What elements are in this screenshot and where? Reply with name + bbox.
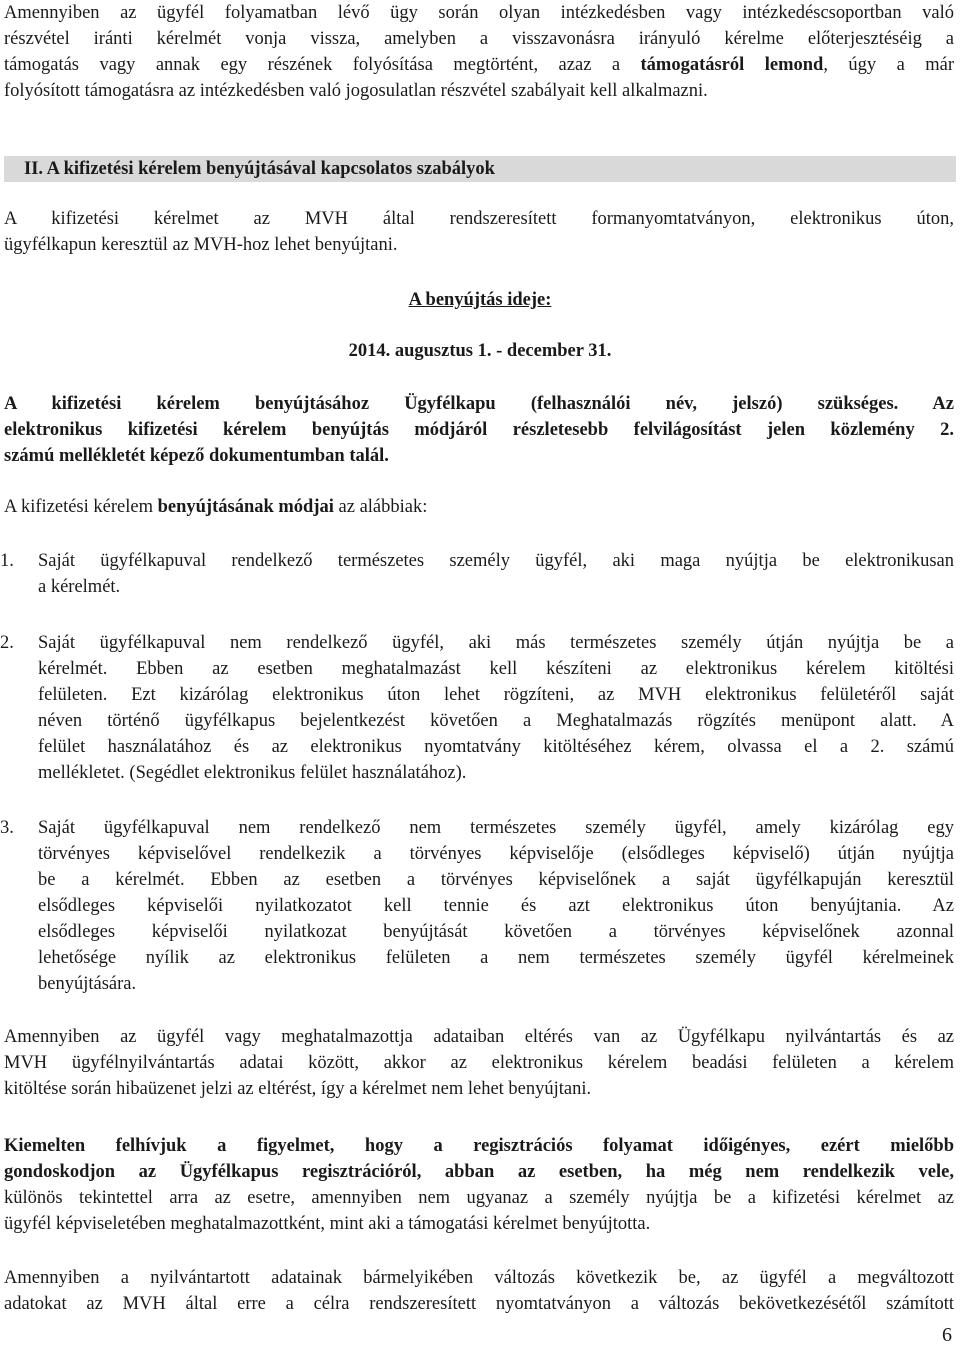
text-line: néven történő ügyfélkapus bejelentkezést követően a Meghatalmazás rögzítés menüpont alatt. A <box>38 711 954 731</box>
text-run: támogatás vagy annak egy részének folyósítása megtörtént, azaz a <box>4 55 641 75</box>
change-paragraph <box>4 1265 954 1317</box>
text-line: be a kérelmét. Ebben az esetben a törvényes képviselőnek a saját ügyfélkapuján keresztül <box>38 870 954 890</box>
list-number: 2. <box>0 633 14 653</box>
text-line: elektronikus kifizetési kérelem benyújtás módjáról részletesebb felvilágosítást jelen közlemény 2. <box>4 420 954 440</box>
submission-time-heading <box>0 287 960 313</box>
text-line: törvényes képviselővel rendelkezik a törvényes képviselője (elsődleges képviselő) útján nyújtja <box>38 844 954 864</box>
text-line: felületen. Ezt kizárólag elektronikus úton lehet rögzíteni, az MVH elektronikus felületéről saját <box>38 685 954 705</box>
ugyfelkapu-requirement <box>4 391 954 469</box>
text-line: ügyfélkapun keresztül az MVH-hoz lehet benyújtani. <box>4 235 398 255</box>
text-line: Saját ügyfélkapuval nem rendelkező ügyfél, aki más természetes személy útján nyújtja be a <box>38 633 954 653</box>
bold-phrase: benyújtásának módjai <box>157 497 334 517</box>
text-line: kitöltése során hibaüzenet jelzi az eltérést, így a kérelmet nem lehet benyújtani. <box>4 1079 592 1099</box>
text-line: A kifizetési kérelem benyújtásához Ügyfélkapu (felhasználói név, jelszó) szükséges. Az <box>4 394 954 414</box>
text-line: Saját ügyfélkapuval nem rendelkező nem természetes személy ügyfél, amely kizárólag egy <box>38 818 954 838</box>
page-number: 6 <box>942 1324 952 1346</box>
text-line: Amennyiben az ügyfél folyamatban lévő ügy során olyan intézkedésben vagy intézkedéscsoportban való <box>4 3 954 23</box>
submission-paragraph <box>4 206 954 258</box>
bold-phrase: támogatásról lemond <box>640 55 824 75</box>
text-line: Kiemelten felhívjuk a figyelmet, hogy a regisztrációs folyamat időigényes, ezért mielőbb <box>4 1136 954 1156</box>
text-line: lehetősége nyílik az elektronikus felületen a nem természetes személy ügyfél kérelmeinek <box>38 948 954 968</box>
text-run: , úgy a már <box>823 55 954 75</box>
list-item <box>0 815 954 997</box>
text-line: benyújtására. <box>38 974 137 994</box>
text-run: A kifizetési kérelem <box>4 497 158 517</box>
submission-dates: 2014. augusztus 1. - december 31. <box>348 341 612 361</box>
text-line: felület használatához és az elektronikus nyomtatvány kitöltéséhez kérem, olvassa el a 2. számú <box>38 737 954 757</box>
text-line: folyósított támogatásra az intézkedésben való jogosulatlan részvétel szabályait kell alkalmazni. <box>4 81 708 101</box>
text-line: Saját ügyfélkapuval rendelkező természetes személy ügyfél, aki maga nyújtja be elektronikusan <box>38 551 954 571</box>
discrepancy-paragraph <box>4 1024 954 1102</box>
text-line: MVH ügyfélnyilvántartás adatai között, akkor az elektronikus kérelem beadási felületen a kérelem <box>4 1053 954 1073</box>
list-item <box>0 548 954 600</box>
text-line <box>4 52 954 78</box>
text-line: ügyfél képviseletében meghatalmazottként, mint aki a támogatási kérelmet benyújtotta. <box>4 1214 651 1234</box>
text-line: elsődleges képviselői nyilatkozat benyújtását követően a törvényes képviselőnek azonnal <box>38 922 954 942</box>
text-line: A kifizetési kérelmet az MVH által rendszeresített formanyomtatványon, elektronikus úton, <box>4 209 954 229</box>
text-line: kérelmét. Ebben az esetben meghatalmazást kell készíteni az elektronikus kérelem kitöltési <box>38 659 954 679</box>
text-line: mellékletet. (Segédlet elektronikus felület használatához). <box>38 763 467 783</box>
list-number: 1. <box>0 551 14 571</box>
list-number: 3. <box>0 818 14 838</box>
submission-time-label: A benyújtás ideje: <box>408 290 552 310</box>
attention-paragraph <box>4 1133 954 1237</box>
intro-paragraph <box>4 0 954 104</box>
text-line: számú mellékletét képező dokumentumban talál. <box>4 446 389 466</box>
text-line: elsődleges képviselői nyilatkozatot kell tennie és azt elektronikus úton benyújtania. Az <box>38 896 954 916</box>
text-line: Amennyiben az ügyfél vagy meghatalmazottja adataiban eltérés van az Ügyfélkapu nyilvántartás és az <box>4 1027 954 1047</box>
text-line: Amennyiben a nyilvántartott adatainak bármelyikében változás következik be, az ügyfél a megváltozott <box>4 1268 954 1288</box>
modes-intro <box>4 494 954 520</box>
text-line: részvétel iránti kérelmét vonja vissza, amelyben a visszavonásra irányuló kérelme előterjesztéséig a <box>4 29 954 49</box>
text-line: gondoskodjon az Ügyfélkapus regisztrációról, abban az esetben, ha még nem rendelkezik vele, <box>4 1162 954 1182</box>
text-line: a kérelmét. <box>38 577 121 597</box>
text-line: különös tekintettel arra az esetre, amennyiben nem ugyanaz a személy nyújtja be a kifizetési kérelmet az <box>4 1188 954 1208</box>
list-item <box>0 630 954 786</box>
section-heading: II. A kifizetési kérelem benyújtásával kapcsolatos szabályok <box>4 156 956 182</box>
text-line: adatokat az MVH által erre a célra rendszeresített nyomtatványon a változás bekövetkezésétől számított <box>4 1294 954 1314</box>
text-run: az alábbiak: <box>333 497 428 517</box>
